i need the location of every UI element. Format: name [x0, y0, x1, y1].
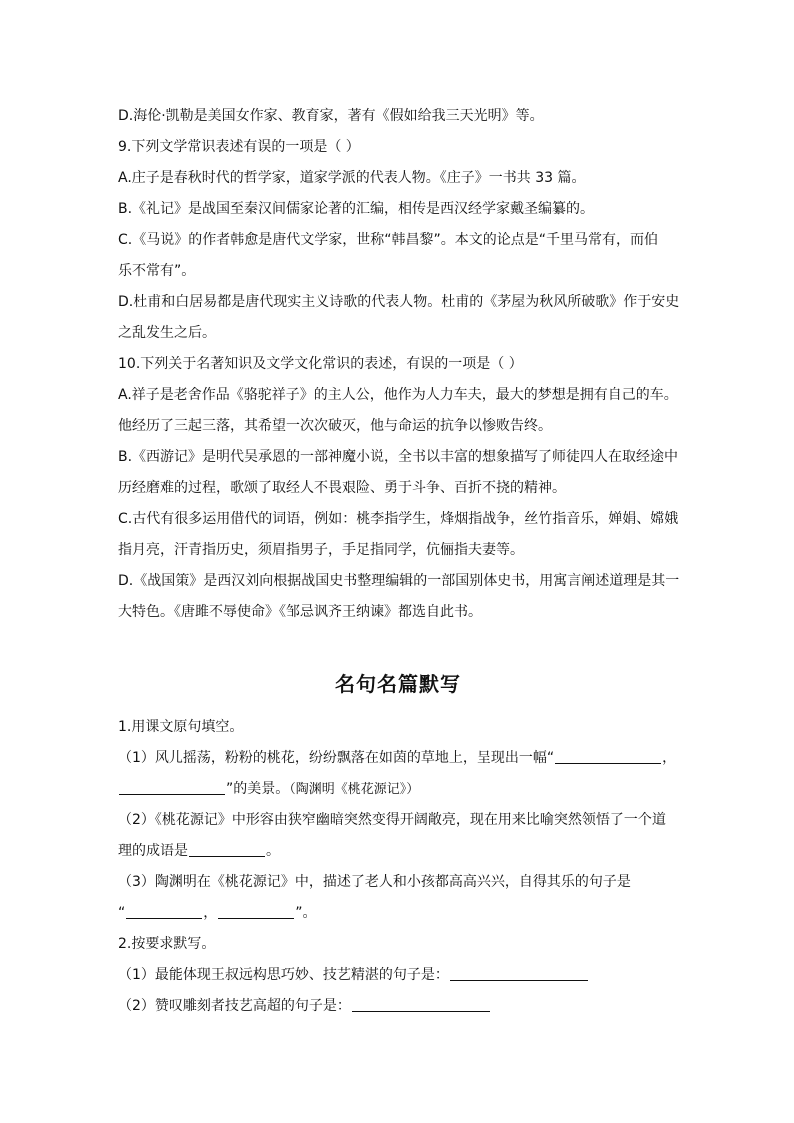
option-text: B.《西游记》是明代吴承恩的一部神魔小说，全书以丰富的想象描写了师徒四人在取经途中	[118, 449, 679, 465]
punctuation: ，	[662, 750, 677, 766]
question-1-part-1-cont	[118, 774, 678, 805]
punctuation: ，	[203, 905, 218, 921]
answer-blank[interactable]	[119, 778, 225, 795]
answer-blank[interactable]	[555, 747, 661, 764]
question-2-heading: 2.按要求默写。	[118, 936, 216, 952]
punctuation: ”。	[295, 905, 317, 921]
option-text: A.庄子是春秋时代的哲学家，道家学派的代表人物。《庄子》一书共 33 篇。	[118, 170, 586, 186]
option-text: B.《礼记》是战国至秦汉间儒家论著的汇编，相传是西汉经学家戴圣编纂的。	[118, 201, 595, 217]
question-1-part-2: （2）《桃花源记》中形容由狭窄幽暗突然变得开阔敞亮，现在用来比喻突然领悟了一个道	[118, 812, 666, 828]
question-1-part-3: （3）陶渊明在《桃花源记》中，描述了老人和小孩都高高兴兴，自得其乐的句子是	[118, 874, 631, 890]
answer-blank[interactable]	[450, 964, 588, 981]
question-1-part-3-cont	[118, 898, 678, 929]
option-text: C.古代有很多运用借代的词语，例如：桃李指学生，烽烟指战争，丝竹指音乐，婵娟、嫦娥	[118, 511, 679, 527]
source-note: （陶渊明《桃花源记》）	[289, 782, 420, 797]
option-text: A.祥子是老舍作品《骆驼祥子》的主人公，他作为人力车夫，最大的梦想是拥有自己的车。	[118, 387, 678, 403]
answer-blank[interactable]	[218, 902, 294, 919]
prompt-text: （1）最能体现王叔远构思巧妙、技艺精湛的句子是：	[118, 967, 449, 983]
page-content	[118, 101, 678, 1022]
question-2-part-2	[118, 991, 678, 1022]
answer-blank[interactable]	[352, 995, 490, 1012]
prompt-text: ”的美景。	[226, 781, 290, 797]
question-10: 10.下列关于名著知识及文学文化常识的表述，有误的一项是（ ）	[118, 356, 523, 372]
question-1-heading: 1.用课文原句填空。	[118, 719, 244, 735]
option-text: 大特色。《唐雎不辱使命》《邹忌讽齐王纳谏》都选自此书。	[118, 604, 482, 620]
question-1-part-2-cont	[118, 836, 678, 867]
prompt-text: （1）风儿摇荡，粉粉的桃花，纷纷飘落在如茵的草地上，呈现出一幅“	[118, 750, 555, 766]
question-1-part-1	[118, 743, 678, 774]
prompt-text: （2）赞叹雕刻者技艺高超的句子是：	[118, 998, 351, 1014]
punctuation: “	[118, 905, 126, 921]
prompt-text: 理的成语是	[118, 843, 188, 859]
option-text: D.杜甫和白居易都是唐代现实主义诗歌的代表人物。杜甫的《茅屋为秋风所破歌》作于安史	[118, 294, 680, 310]
question-9: 9.下列文学常识表述有误的一项是（ ）	[118, 139, 360, 155]
answer-blank[interactable]	[126, 902, 202, 919]
option-text: C.《马说》的作者韩愈是唐代文学家，世称“韩昌黎”。本文的论点是“千里马常有，而伯	[118, 232, 658, 248]
section-title: 名句名篇默写	[335, 672, 461, 696]
option-text: 之乱发生之后。	[118, 325, 216, 341]
answer-blank[interactable]	[189, 840, 265, 857]
question-2-part-1	[118, 960, 678, 991]
punctuation: 。	[266, 843, 280, 859]
option-text: D.《战国策》是西汉刘向根据战国史书整理编辑的一部国别体史书，用寓言阐述道理是其一	[118, 573, 680, 589]
option-text: 历经磨难的过程，歌颂了取经人不畏艰险、勇于斗争、百折不挠的精神。	[118, 480, 566, 496]
option-text: 他经历了三起三落，其希望一次次破灭，他与命运的抗争以惨败告终。	[118, 418, 552, 434]
option-text: D.海伦·凯勒是美国女作家、教育家，著有《假如给我三天光明》等。	[118, 108, 544, 124]
option-text: 乐不常有”。	[118, 263, 196, 279]
option-text: 指月亮，汗青指历史，须眉指男子，手足指同学，伉俪指夫妻等。	[118, 542, 524, 558]
